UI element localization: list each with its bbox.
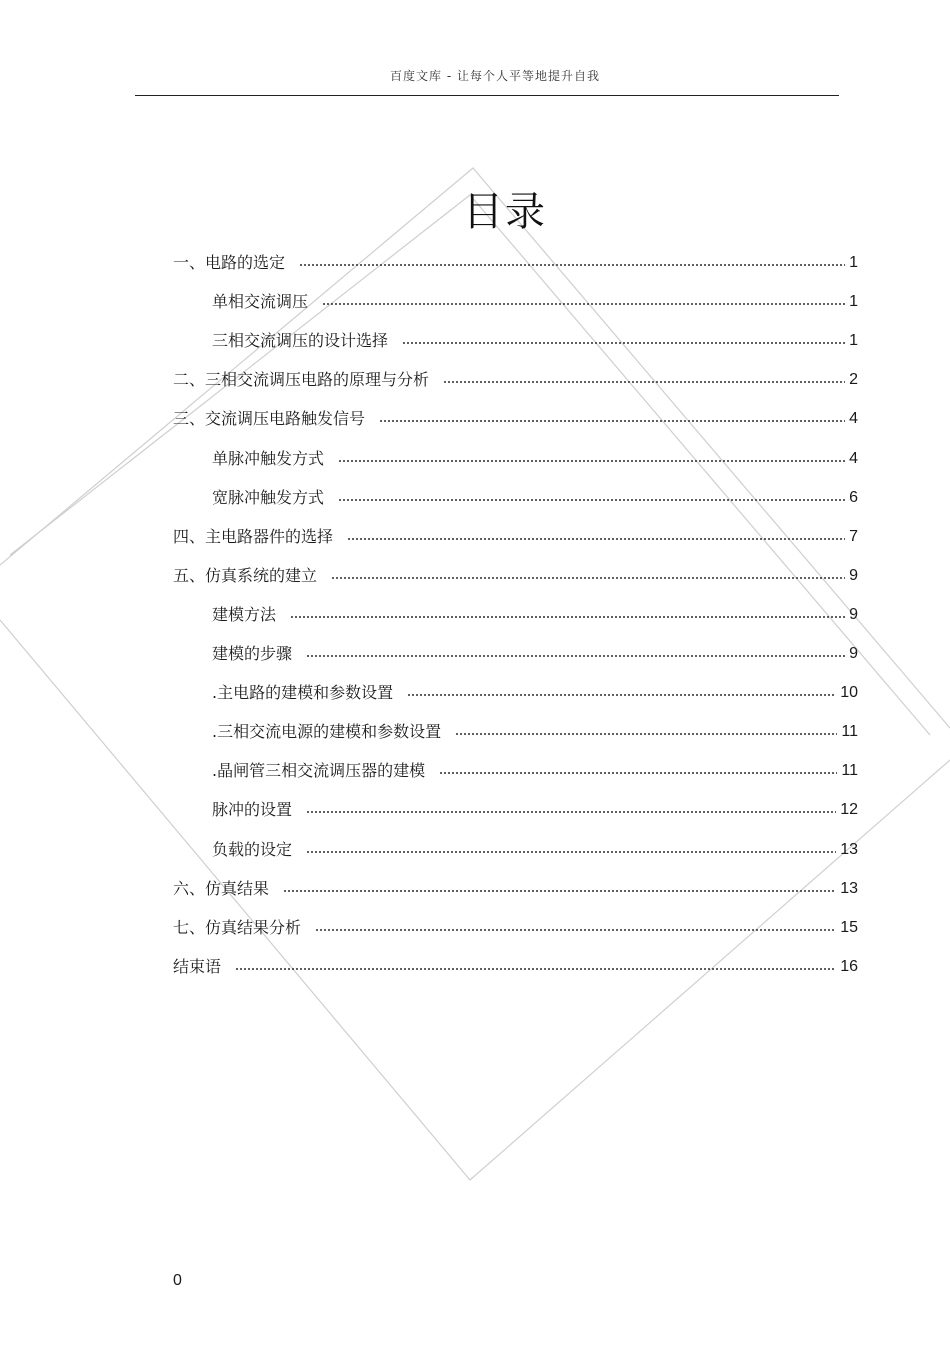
toc-entry[interactable]: [173, 560, 858, 586]
toc-entry-label: 六、仿真结果: [173, 878, 270, 898]
toc-entry-page: 11: [841, 723, 858, 741]
toc-entry[interactable]: [173, 912, 858, 938]
toc-leader-dots: [315, 927, 836, 933]
toc-entry[interactable]: [212, 443, 858, 469]
toc-entry[interactable]: [212, 482, 858, 508]
toc-entry-label: 二、三相交流调压电路的原理与分析: [173, 370, 430, 390]
toc-entry-label: 脉冲的设置: [212, 800, 293, 820]
toc-entry[interactable]: [212, 638, 858, 664]
toc-leader-dots: [331, 575, 845, 581]
toc-title: 目录: [463, 189, 547, 235]
toc-leader-dots: [299, 262, 845, 268]
toc-entry-label: 单相交流调压: [212, 292, 309, 312]
toc-leader-dots: [306, 849, 836, 855]
header-rule: [135, 95, 839, 96]
toc-entry-page: 13: [840, 840, 858, 858]
toc-entry-page: 4: [849, 410, 858, 428]
page-header: 百度文库 - 让每个人平等地提升自我: [390, 69, 600, 83]
toc-leader-dots: [338, 458, 845, 464]
toc-leader-dots: [443, 379, 845, 385]
toc-leader-dots: [402, 340, 845, 346]
toc-entry-page: 10: [840, 684, 858, 702]
toc-entry-label: 建模方法: [212, 604, 277, 624]
toc-entry-label: .三相交流电源的建模和参数设置: [212, 722, 442, 742]
toc-leader-dots: [347, 536, 845, 542]
toc-entry-label: 五、仿真系统的建立: [173, 565, 318, 585]
toc-entry-label: 负载的设定: [212, 839, 293, 859]
toc-entry-label: 宽脉冲触发方式: [212, 487, 325, 507]
toc-entry-page: 13: [840, 879, 858, 897]
toc-entry-page: 4: [849, 449, 858, 467]
toc-leader-dots: [283, 888, 836, 894]
toc-entry[interactable]: [212, 599, 858, 625]
toc-entry-page: 11: [841, 762, 858, 780]
toc-leader-dots: [235, 966, 836, 972]
toc-entry-label: 七、仿真结果分析: [173, 917, 302, 937]
toc-entry-page: 9: [849, 605, 858, 623]
toc-entry[interactable]: [212, 286, 858, 312]
page-number: 0: [173, 1272, 182, 1289]
toc-leader-dots: [407, 692, 836, 698]
toc-entry-page: 1: [849, 254, 858, 271]
toc-leader-dots: [439, 770, 837, 776]
toc-entry[interactable]: [173, 521, 858, 547]
toc-entry[interactable]: [173, 951, 858, 977]
toc-entry-page: 9: [849, 566, 858, 584]
toc-entry[interactable]: [212, 794, 858, 820]
toc-entry-label: 三相交流调压的设计选择: [212, 331, 389, 351]
toc-leader-dots: [455, 731, 837, 737]
toc-entry-page: 1: [849, 293, 858, 311]
toc-entry-page: 7: [849, 527, 858, 545]
toc-entry-label: 三、交流调压电路触发信号: [173, 409, 366, 429]
toc-entry[interactable]: [212, 716, 858, 742]
toc-entry-label: .主电路的建模和参数设置: [212, 683, 394, 703]
toc-entry-page: 12: [840, 801, 858, 819]
toc-leader-dots: [306, 809, 836, 815]
toc-entry[interactable]: [173, 873, 858, 899]
toc-entry-label: .晶闸管三相交流调压器的建模: [212, 761, 426, 781]
toc-entry-label: 四、主电路器件的选择: [173, 526, 334, 546]
toc-entry[interactable]: [173, 247, 858, 273]
toc-leader-dots: [290, 614, 845, 620]
toc-entry-page: 6: [849, 488, 858, 506]
toc-entry[interactable]: [212, 755, 858, 781]
toc-leader-dots: [306, 653, 845, 659]
toc-entry-page: 9: [849, 645, 858, 662]
toc-entry[interactable]: [212, 834, 858, 860]
toc-leader-dots: [379, 418, 845, 424]
toc-entry-label: 结束语: [173, 956, 222, 976]
toc-leader-dots: [322, 301, 845, 307]
toc-entry-label: 单脉冲触发方式: [212, 448, 325, 468]
toc-entry[interactable]: [212, 325, 858, 351]
toc-entry-page: 1: [849, 332, 858, 350]
toc-leader-dots: [338, 497, 845, 503]
toc-entry-page: 16: [840, 957, 858, 975]
toc-entry[interactable]: [173, 403, 858, 429]
toc-entry[interactable]: [212, 677, 858, 703]
toc-entry-page: 2: [849, 371, 858, 389]
toc-entry-page: 15: [840, 918, 858, 936]
toc-entry-label: 建模的步骤: [212, 644, 293, 663]
toc-entry[interactable]: [173, 364, 858, 390]
toc-entry-label: 一、电路的选定: [173, 253, 286, 272]
